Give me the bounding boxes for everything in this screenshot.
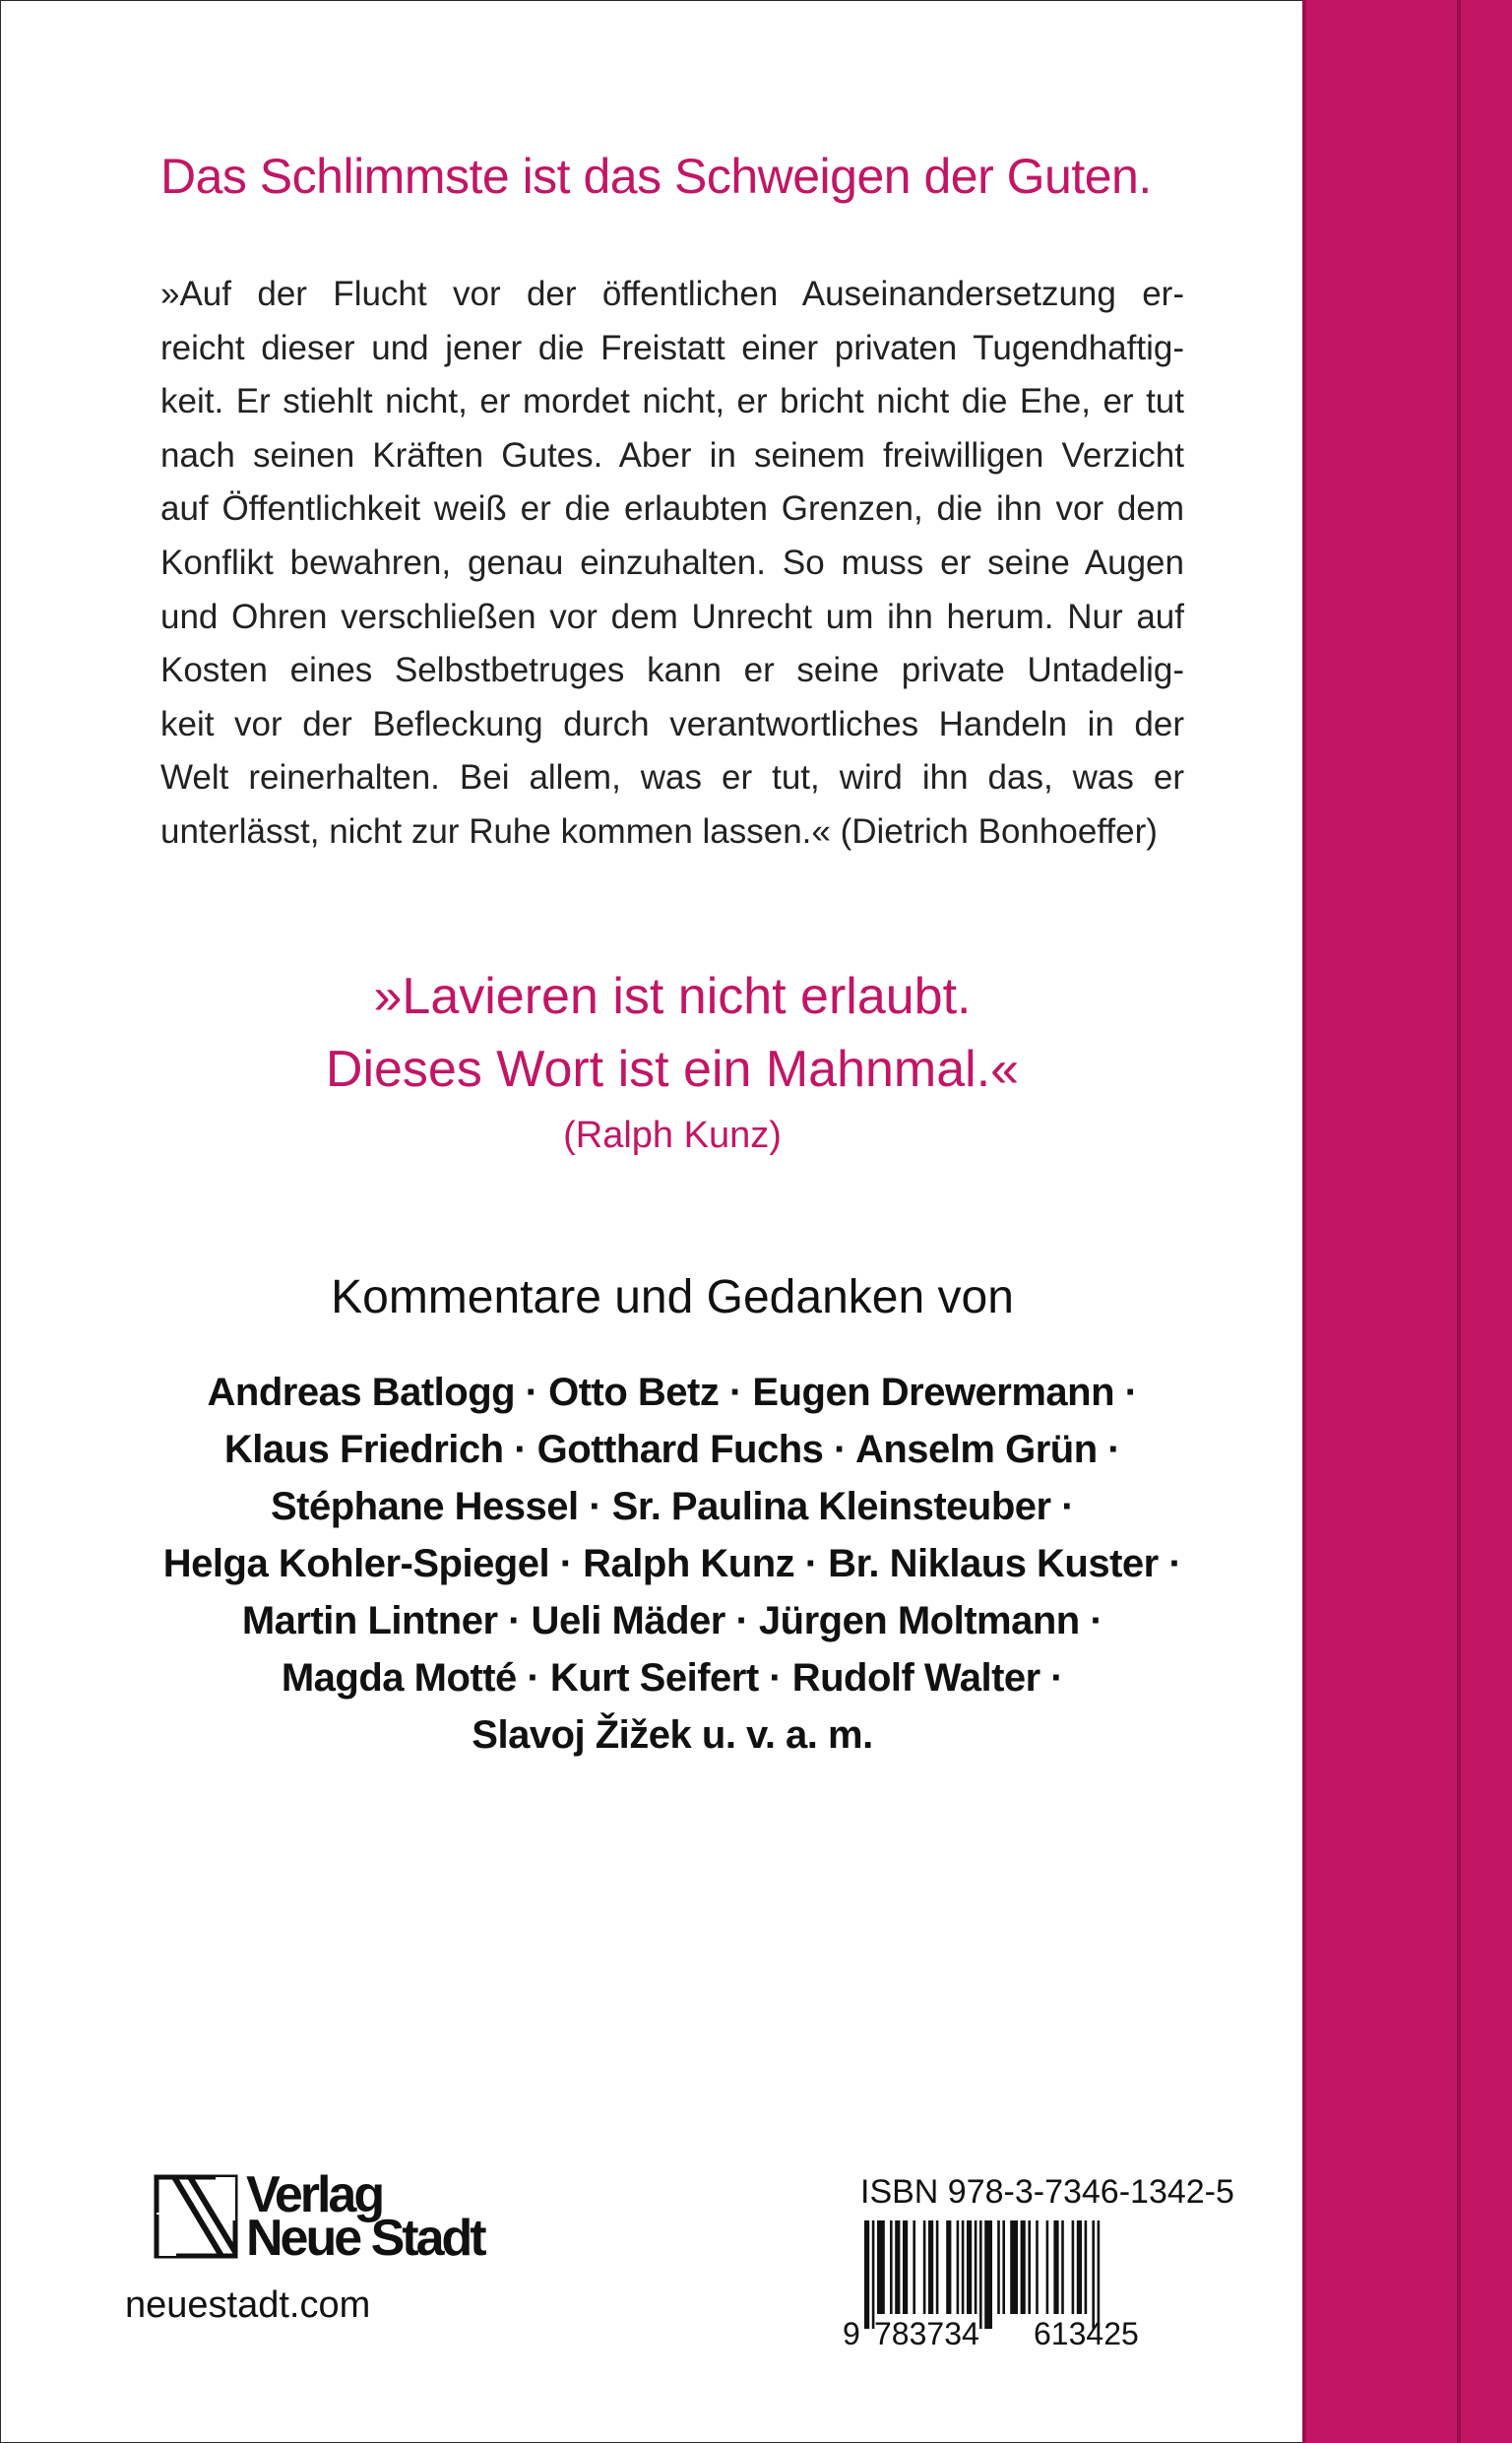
barcode-bar	[1061, 2220, 1064, 2314]
barcode-bar	[957, 2220, 960, 2314]
barcode-bar	[975, 2220, 977, 2314]
barcode-digits-right: 613425	[1034, 2316, 1139, 2348]
pull-quote-author: (Ralph Kunz)	[563, 1115, 782, 1156]
contributors-line: Magda Motté · Kurt Seifert · Rudolf Walter ·	[281, 1656, 1064, 1700]
barcode-bar	[946, 2220, 951, 2314]
quote-line: nach seinen Kräften Gutes. Aber in seinem freiwilligen Verzicht	[160, 435, 1184, 475]
contributors-heading: Kommentare und Gedanken von	[331, 1271, 1014, 1323]
barcode-bar	[913, 2220, 915, 2314]
publisher-logo-mark-icon	[153, 2173, 239, 2260]
spine-edge-left	[1302, 0, 1306, 2443]
barcode-bar	[895, 2220, 900, 2314]
contributors-line: Stéphane Hessel · Sr. Paulina Kleinsteuber ·	[270, 1485, 1075, 1528]
quote-line: keit vor der Befleckung durch verantwortliches Handeln in der	[160, 704, 1184, 743]
quote-line: und Ohren verschließen vor dem Unrecht um ihn herum. Nur auf	[160, 597, 1184, 636]
publisher-logo-line: Verlag	[246, 2166, 383, 2223]
barcode-bar	[967, 2220, 972, 2314]
contributors-line: Helga Kohler-Spiegel · Ralph Kunz · Br. Niklaus Kuster ·	[162, 1542, 1182, 1585]
barcode-bar	[1046, 2220, 1049, 2314]
quote-line: unterlässt, nicht zur Ruhe kommen lassen.« (Dietrich Bonhoeffer)	[160, 811, 1158, 851]
barcode-bar	[890, 2220, 893, 2314]
contributors-line: Martin Lintner · Ueli Mäder · Jürgen Moltmann ·	[241, 1599, 1103, 1642]
barcode-bar	[1002, 2220, 1005, 2314]
contributors-line: Klaus Friedrich · Gotthard Fuchs · Anselm Grün ·	[223, 1428, 1121, 1471]
contributors-line: Slavoj Žižek u. v. a. m.	[472, 1713, 873, 1757]
barcode-bar	[928, 2220, 933, 2314]
barcode-digits-left: 783734	[874, 2316, 979, 2348]
barcode-digit-first: 9	[843, 2316, 860, 2348]
quote-line: reicht dieser und jener die Freistatt einer privaten Tugendhaftig-	[160, 328, 1184, 367]
barcode-bar	[1028, 2220, 1031, 2314]
book-spine	[1302, 0, 1512, 2443]
quote-line: »Auf der Flucht vor der öffentlichen Auseinandersetzung er-	[160, 275, 1184, 313]
quote-line: auf Öffentlichkeit weiß er die erlaubten Grenzen, die ihn vor dem	[160, 489, 1184, 529]
barcode-bar	[979, 2220, 982, 2329]
isbn-barcode	[837, 2220, 1201, 2348]
barcode-bar	[923, 2220, 926, 2314]
pull-quote	[160, 960, 1184, 1106]
barcode-bar	[903, 2220, 908, 2314]
quote-line: Welt reinerhalten. Bei allem, was er tut, wird ihn das, was er	[160, 758, 1184, 798]
barcode-bar	[984, 2220, 992, 2329]
barcode-bar	[1021, 2220, 1026, 2314]
publisher-logo-text	[246, 2166, 484, 2267]
quote-line: Konflikt bewahren, genau einzuhalten. So muss er seine Augen	[160, 543, 1184, 582]
publisher-url: neuestadt.com	[125, 2284, 371, 2326]
barcode-bar	[1053, 2220, 1058, 2314]
barcode-bar	[1036, 2220, 1039, 2314]
bonhoeffer-quote	[160, 268, 1184, 860]
barcode-bar	[864, 2220, 869, 2329]
headline: Das Schlimmste ist das Schweigen der Guten.	[160, 149, 1152, 204]
quote-line: Kosten eines Selbstbetruges kann er seine private Untadelig-	[160, 651, 1184, 690]
barcode-bar	[962, 2220, 965, 2314]
publisher-logo-line: Neue Stadt	[246, 2210, 484, 2267]
barcode-bar	[1072, 2220, 1075, 2314]
barcode-bar	[1098, 2220, 1101, 2329]
barcode-bar	[1010, 2220, 1018, 2314]
barcode-bar	[997, 2220, 1000, 2314]
contributors-list	[160, 1364, 1184, 1764]
pull-quote-line: »Lavieren ist nicht erlaubt.	[373, 968, 972, 1025]
barcode-bar	[936, 2220, 939, 2314]
barcode-bar	[1092, 2220, 1095, 2329]
isbn-label: ISBN 978-3-7346-1342-5	[860, 2173, 1234, 2211]
pull-quote-line: Dieses Wort ist ein Mahnmal.«	[325, 1041, 1020, 1098]
quote-line: keit. Er stiehlt nicht, er mordet nicht, er bricht nicht die Ehe, er tut	[160, 382, 1184, 421]
barcode-bar	[877, 2220, 885, 2314]
barcode-bar	[1077, 2220, 1082, 2314]
barcode-bar	[872, 2220, 875, 2329]
contributors-line: Andreas Batlogg · Otto Betz · Eugen Drewermann ·	[207, 1371, 1138, 1414]
spine-edge-right	[1457, 0, 1461, 2443]
barcode-bar	[1085, 2220, 1088, 2314]
